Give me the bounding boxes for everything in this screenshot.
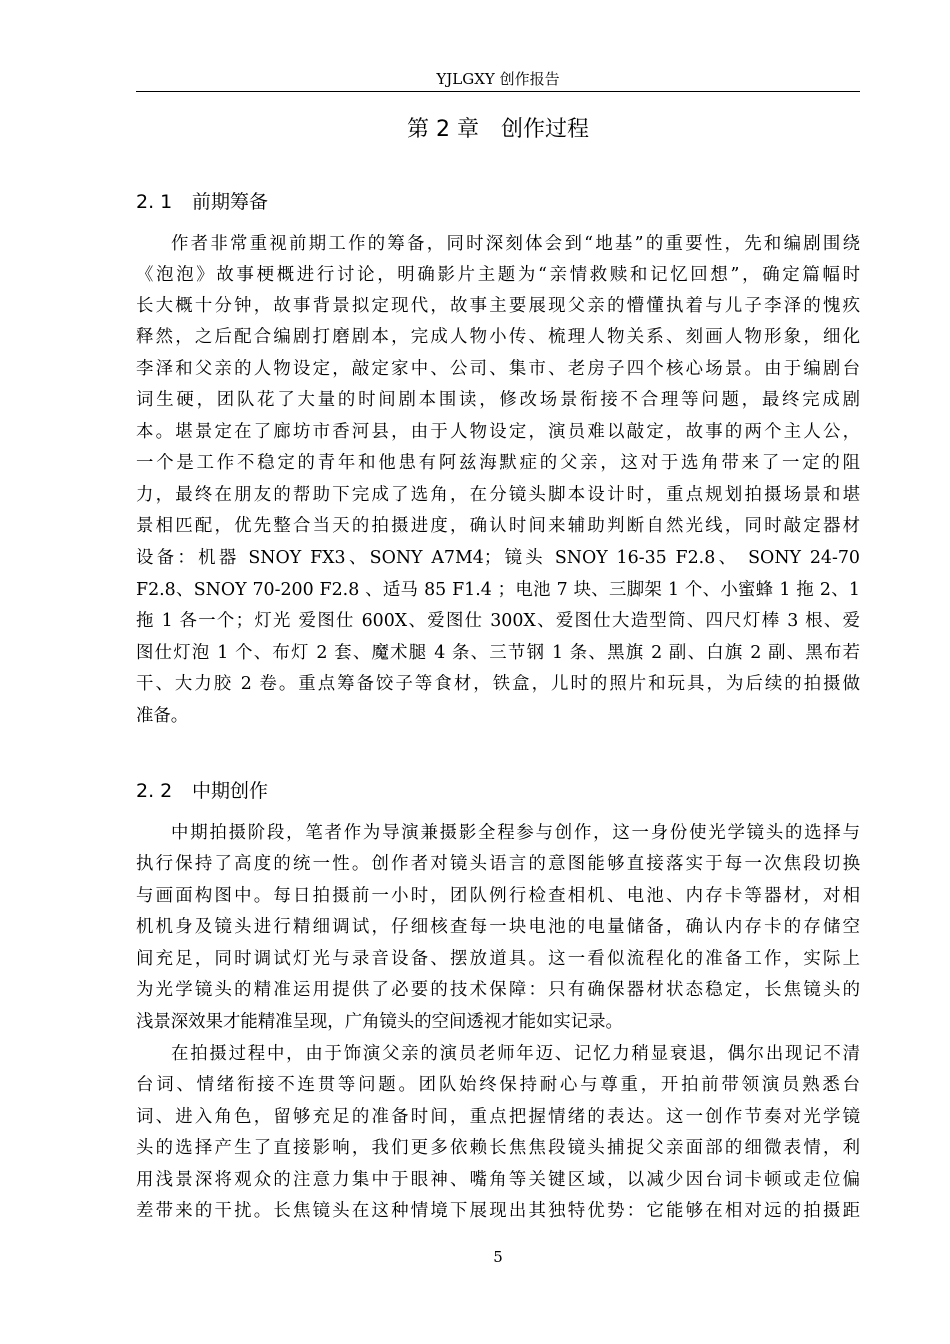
paragraph-line: 作者非常重视前期工作的筹备，同时深刻体会到“地基”的重要性，先和编剧围绕 <box>171 234 860 254</box>
paragraph-line: 干、大力胶 2 卷。重点筹备饺子等食材，铁盒，儿时的照片和玩具，为后续的拍摄做 <box>136 674 860 694</box>
paragraph-line: 台词、情绪衔接不连贯等问题。团队始终保持耐心与尊重，开拍前带领演员熟悉台 <box>136 1075 860 1095</box>
paragraph-line: 力，最终在朋友的帮助下完成了选角，在分镜头脚本设计时，重点规划拍摄场景和堪 <box>136 485 860 505</box>
paragraph-line: 本。堪景定在了廊坊市香河县，由于人物设定，演员难以敲定，故事的两个主人公， <box>136 422 860 442</box>
paragraph-line: 词、进入角色，留够充足的准备时间，重点把握情绪的表达。这一创作节奏对光学镜 <box>136 1107 860 1127</box>
paragraph-line: 执行保持了高度的统一性。创作者对镜头语言的意图能够直接落实于每一次焦段切换 <box>136 854 860 874</box>
paragraph-line: 机机身及镜头进行精细调试，仔细核查每一块电池的电量储备，确认内存卡的存储空 <box>136 917 860 937</box>
page-number: 5 <box>493 1248 503 1266</box>
section-number: 2. 2 <box>136 780 173 802</box>
section-title: 前期筹备 <box>192 191 269 213</box>
paragraph-line: 用浅景深将观众的注意力集中于眼神、嘴角等关键区域，以减少因台词卡顿或走位偏 <box>136 1170 860 1190</box>
paragraph-line: 中期拍摄阶段，笔者作为导演兼摄影全程参与创作，这一身份使光学镜头的选择与 <box>171 823 860 843</box>
section-title: 中期创作 <box>192 780 269 802</box>
paragraph-line: 释然，之后配合编剧打磨剧本，完成人物小传、梳理人物关系、刻画人物形象，细化 <box>136 327 860 347</box>
section-number: 2. 1 <box>136 191 173 213</box>
paragraph-line: 在拍摄过程中，由于饰演父亲的演员老师年迈、记忆力稍显衰退，偶尔出现记不清 <box>171 1044 860 1064</box>
section-heading-2-1 <box>136 189 860 215</box>
paragraph-line: 间充足，同时调试灯光与录音设备、摆放道具。这一看似流程化的准备工作，实际上 <box>136 949 860 969</box>
paragraph-line: 为光学镜头的精准运用提供了必要的技术保障：只有确保器材状态稳定，长焦镜头的 <box>136 980 860 1000</box>
chapter-title: 第 2 章 创作过程 <box>407 117 589 142</box>
paragraph-line: 头的选择产生了直接影响，我们更多依赖长焦焦段镜头捕捉父亲面部的细微表情，利 <box>136 1138 860 1158</box>
paragraph-line: 长大概十分钟，故事背景拟定现代，故事主要展现父亲的懵懂执着与儿子李泽的愧疚 <box>136 296 860 316</box>
paragraph-line: 设备：机器 SNOY FX3、SONY A7M4；镜头 SNOY 16-35 F2.8、 SONY 24-70 <box>136 548 860 568</box>
paragraph-line: 李泽和父亲的人物设定，敲定家中、公司、集市、老房子四个核心场景。由于编剧台 <box>136 359 860 379</box>
paragraph-line: 与画面构图中。每日拍摄前一小时，团队例行检查相机、电池、内存卡等器材，对相 <box>136 886 860 906</box>
paragraph-line: 词生硬，团队花了大量的时间剧本围读，修改场景衔接不合理等问题，最终完成剧 <box>136 390 860 410</box>
paragraph-line: 浅景深效果才能精准呈现，广角镜头的空间透视才能如实记录。 <box>136 1012 623 1032</box>
section-heading-2-2 <box>136 778 860 804</box>
paragraph-line: 一个是工作不稳定的青年和他患有阿兹海默症的父亲，这对于选角带来了一定的阻 <box>136 453 860 473</box>
running-header: YJLGXY 创作报告 <box>436 70 560 88</box>
header-rule <box>136 91 860 92</box>
paragraph-line: 准备。 <box>136 706 189 726</box>
paragraph-line: 拖 1 各一个；灯光 爱图仕 600X、爱图仕 300X、爱图仕大造型筒、四尺灯棒 3 根、爱 <box>136 611 860 631</box>
paragraph-line: 图仕灯泡 1 个、布灯 2 套、魔术腿 4 条、三节钢 1 条、黑旗 2 副、白旗 2 副、黑布若 <box>136 643 860 663</box>
paragraph-line: 《泡泡》故事梗概进行讨论，明确影片主题为“亲情救赎和记忆回想”，确定篇幅时 <box>136 265 860 285</box>
paragraph-line: 景相匹配，优先整合当天的拍摄进度，确认时间来辅助判断自然光线，同时敲定器材 <box>136 516 860 536</box>
paragraph-line: 差带来的干扰。长焦镜头在这种情境下展现出其独特优势：它能够在相对远的拍摄距 <box>136 1201 860 1221</box>
paragraph-line: F2.8、SNOY 70-200 F2.8 、适马 85 F1.4 ；电池 7 块、三脚架 1 个、小蜜蜂 1 拖 2、1 <box>136 580 860 600</box>
